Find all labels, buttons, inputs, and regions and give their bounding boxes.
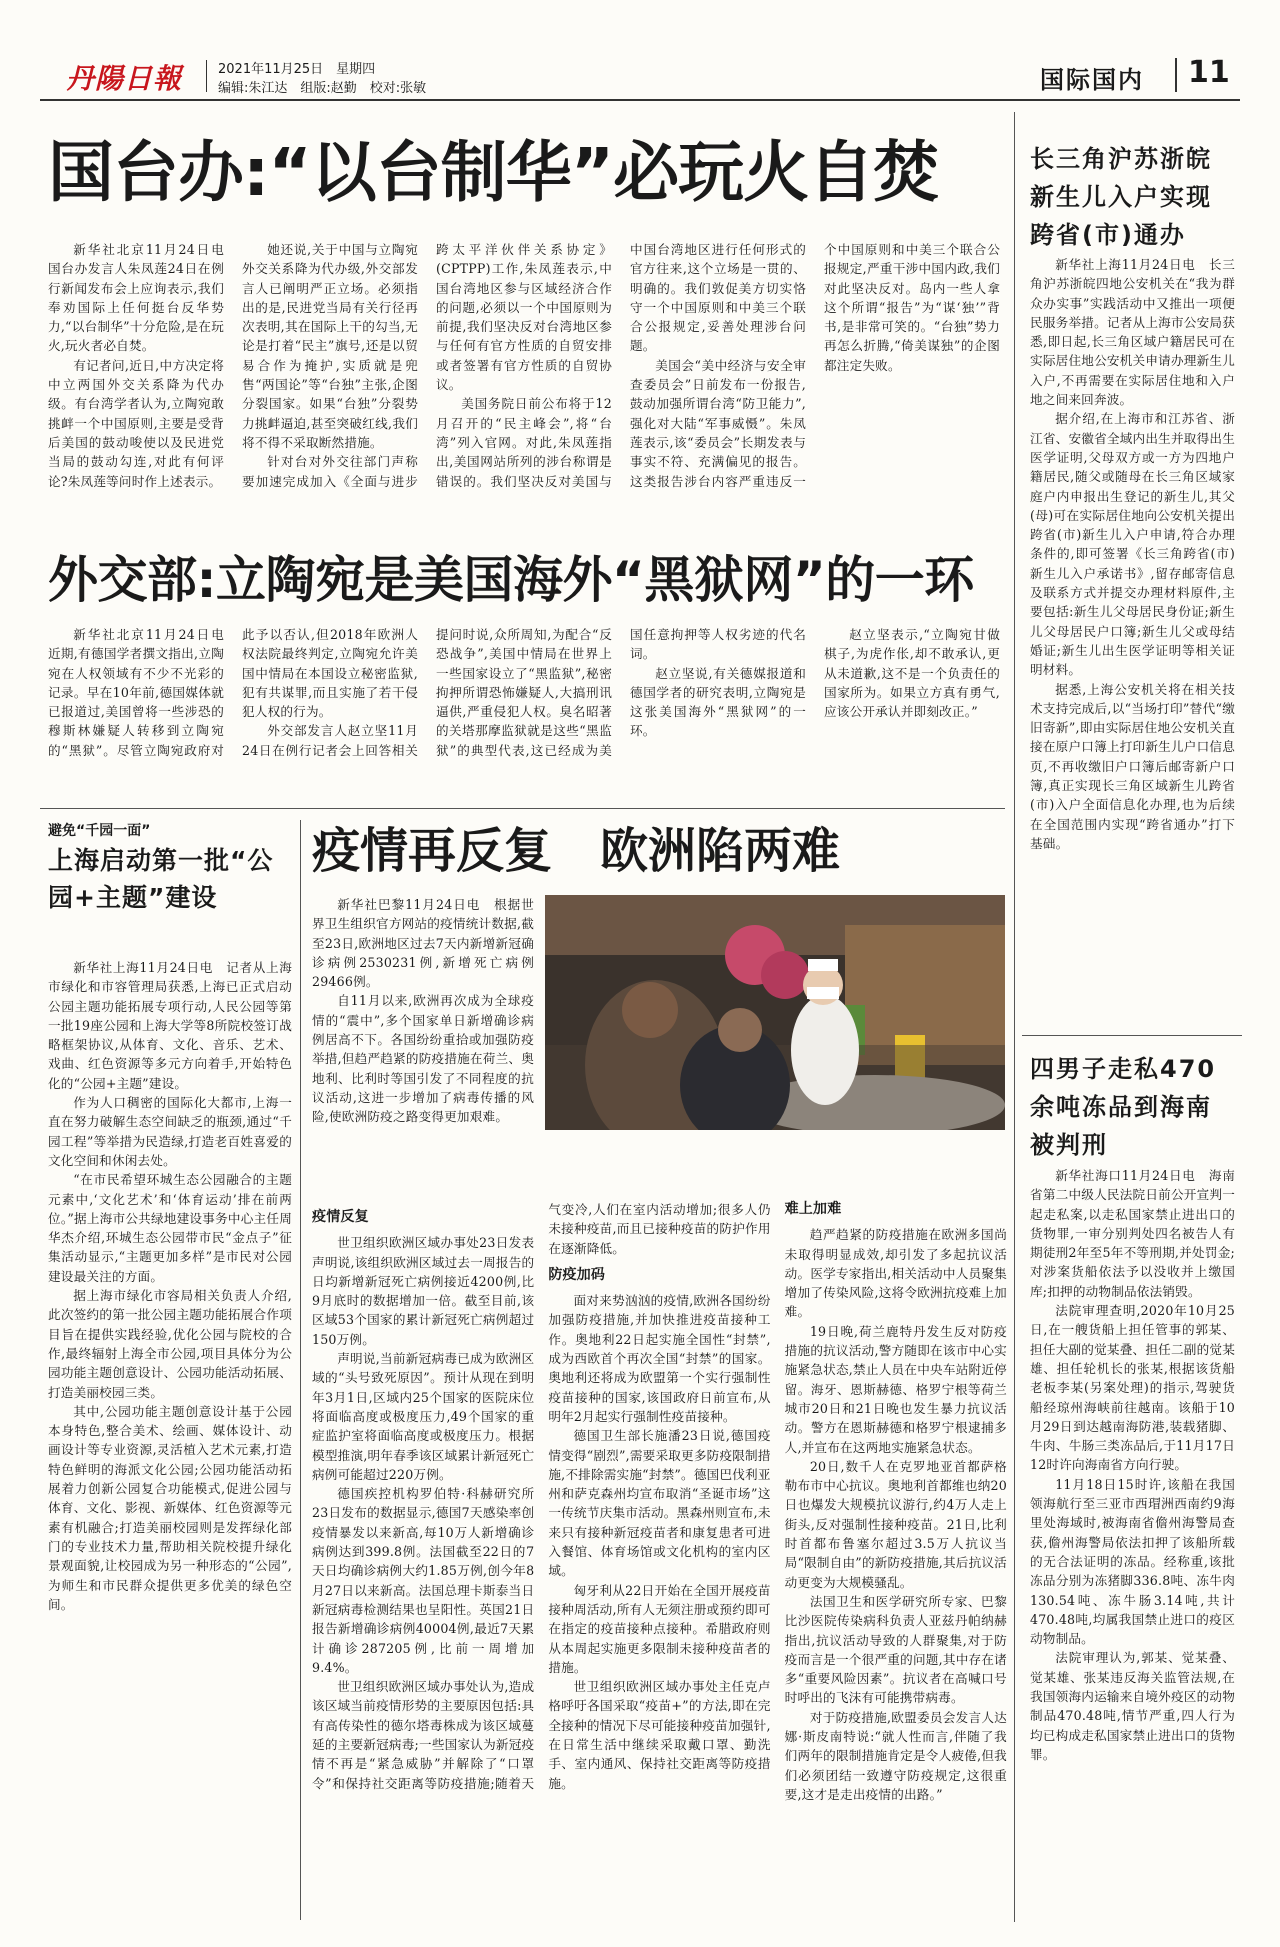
article4-para: 其中,公园功能主题创意设计基于公园本身特色,整合美术、绘画、媒体设计、动画设计等专业资源,灵活植入艺术元素,打造特色鲜明的海派文化公园;公园功能活动拓展着力创新公园复合功能模式,促进公园与体育、文化、影视、新媒体、红色资源等元素有机融合;打造美丽校园则是发挥绿化部门的专业技术力量,帮助相关院校提升绿化景观面貌,让校园成为另一种形态的“公园”,为师生和市民群众提供更多优美的绿色空间。 bbox=[48, 1403, 292, 1612]
article5-para: 声明说,当前新冠病毒已成为欧洲区域的“头号致死原因”。预计从现在到明年3月1日,区域内25个国家的医院床位将面临高度或极度压力,49个国家的重症监护室将面临高度或极度压力。根据模型推演,明年春季该区域累计新冠死亡病例可能超过220万例。 bbox=[312, 1351, 535, 1482]
article5-subheading: 防疫加码 bbox=[548, 1266, 606, 1283]
article5-photo bbox=[545, 895, 1005, 1130]
article5-subheading: 难上加难 bbox=[784, 1201, 842, 1217]
article5-para: 世卫组织欧洲区域办事处23日发表声明说,该组织欧洲区域过去一周报告的日均新增新冠死亡病例接近4200例,比9月底时的数据增加一倍。截至目前,该区域53个国家的累计新冠死亡病例超过150万例。 bbox=[312, 1235, 535, 1347]
article5-para: 自11月以来,欧洲再次成为全球疫情的“震中”,多个国家单日新增确诊病例居高不下。各国纷纷重拾或加强防疫举措,但趋严趋紧的防疫措施在荷兰、奥地利、比利时等国引发了不同程度的抗议活动,这进一步增加了病毒传播的风险,使欧洲防疫之路变得更加艰难。 bbox=[312, 993, 534, 1125]
article3-para: 据介绍,在上海市和江苏省、浙江省、安徽省全域内出生并取得出生医学证明,父母双方或一方为四地户籍居民,随父或随母在长三角区域家庭户内申报出生登记的新生儿,其父(母)可在实际居住地向公安机关提出跨省(市)新生儿入户申请,符合办理条件的,即可签署《长三角跨省(市)新生儿入户承诺书》,留存邮寄信息及联系方式并提交办理材料原件,主要包括:新生儿父母居民身份证;新生儿父母居民户口簿;新生儿父或母结婚证;新生儿出生医学证明等相关证明材料。 bbox=[1030, 411, 1235, 678]
article6-para: 法院审理认为,郭某、觉某叠、觉某雄、张某违反海关监管法规,在我国领海内运输来自境外疫区的动物制品470.48吨,情节严重,四人行为均已构成走私国家禁止进出口的货物罪。 bbox=[1030, 1650, 1235, 1762]
article4-para: 据上海市绿化市容局相关负责人介绍,此次签约的第一批公园主题功能拓展合作项目旨在提供实践经验,优化公园与院校的合作,最终辐射上海全市公园,项目具体分为公园功能主题创意设计、公园功能活动拓展、打造美丽校园三类。 bbox=[48, 1288, 292, 1400]
section-name: 国际国内 bbox=[1040, 65, 1144, 94]
article5-title: 疫情再反复 欧洲陷两难 bbox=[312, 823, 841, 879]
article5-para: 法国卫生和医学研究所专家、巴黎比沙医院传染病科负责人亚兹丹帕纳赫指出,抗议活动导致的人群聚集,对于防疫而言是一个很严重的问题,其中存在诸多“重要风险因素”。抗议者在高喊口号时呼出的飞沫有可能携带病毒。 bbox=[784, 1593, 1007, 1706]
article5-body bbox=[312, 1200, 1007, 1920]
article4-para: “在市民希望环城生态公园融合的主题元素中,‘文化艺术’和‘体育运动’排在前两位。”据上海市公共绿地建设事务中心主任周华杰介绍,环城生态公园带市民“金点子”征集活动显示,“主题更加多样”是市民对公园建设最关注的方面。 bbox=[48, 1172, 292, 1284]
article3-para: 新华社上海11月24日电 长三角沪苏浙皖四地公安机关在“我为群众办实事”实践活动中又推出一项便民服务举措。记者从上海市公安局获悉,即日起,长三角区域户籍居民可在实际居住地公安机关申请办理新生儿入户,不再需要在实际居住地和入户地之间来回奔波。 bbox=[1030, 257, 1235, 408]
article4-para: 作为人口稠密的国际化大都市,上海一直在努力破解生态空间缺乏的瓶颈,通过“千园工程”等举措为民造绿,打造老百姓喜爱的文化空间和休闲去处。 bbox=[48, 1095, 292, 1168]
article6-title: 四男子走私470余吨冻品到海南被判刑 bbox=[1030, 1055, 1217, 1159]
column-rule-right bbox=[1014, 112, 1015, 1922]
rule-under-article2 bbox=[40, 808, 1005, 809]
article6-body bbox=[1030, 1166, 1235, 1916]
rule-right-1 bbox=[1022, 1035, 1242, 1036]
masthead bbox=[0, 0, 1280, 100]
article2-para: 赵立坚说,有关德媒报道和德国学者的研究表明,立陶宛是这张美国海外“黑狱网”的一环。 bbox=[630, 665, 806, 739]
article4-para: 新华社上海11月24日电 记者从上海市绿化和市容管理局获悉,上海已正式启动公园主题功能拓展专项行动,人民公园等第一批19座公园和上海大学等8所院校签订战略框架协议,从体育、文化、音乐、艺术、戏曲、红色资源等多元方向着手,开始特色化的“公园+主题”建设。 bbox=[48, 960, 292, 1091]
article4-kicker: 避免“千园一面” bbox=[48, 823, 151, 839]
article5-para: 世卫组织欧洲区域办事处主任克卢格呼吁各国采取“疫苗+”的方法,即在完全接种的情况下尽可能接种疫苗加强针,在日常生活中继续采取戴口罩、勤洗手、室内通风、保持社交距离等防疫措施。 bbox=[548, 1679, 771, 1791]
article5-para: 世卫组织欧洲区域办事处认为,造成该区域当前疫情形势的主要原因包括:具有高传染性的德尔塔毒株成为该区域蔓延的主要新冠病毒;一些国家认为新冠疫情不再是“紧急威胁”并解除了“口罩令”和保持社交距离等防疫措施;随着天气变冷,人们在室内活动增加;很多人仍未接种疫苗,而且已接种疫苗的防护作用在逐渐降低。 bbox=[312, 1202, 771, 1791]
article2-para: 赵立坚表示,“立陶宛甘做棋子,为虎作伥,却不敢承认,更从未道歉,这不是一个负责任的国家所为。如果立方真有勇气,应该公开承认并即刻改正。” bbox=[824, 627, 1000, 720]
article3-body bbox=[1030, 255, 1235, 1025]
article1-para: 美国会“美中经济与安全审查委员会”日前发布一份报告,鼓动加强所谓台湾“防卫能力”,强化对大陆“军事威慑”。朱凤莲表示,该“委员会”长期发表与事实不符、充满偏见的报告。这类报告涉台内容严重违反一个中国原则和中美三个联合公报规定,严重干涉中国内政,我们对此坚决反对。岛内一些人拿这个所谓“报告”为“谋‘独’”背书,是非常可笑的。“台独”势力再怎么折腾,“倚美谋独”的企图都注定失败。 bbox=[630, 242, 1000, 489]
article5-para: 面对来势汹汹的疫情,欧洲各国纷纷加强防疫措施,并加快推进疫苗接种工作。奥地利22日起实施全国性“封禁”,成为西欧首个再次全国“封禁”的国家。奥地利还将成为欧盟第一个实行强制性疫苗接种的国家,该国政府日前宣布,从明年2月起实行强制性疫苗接种。 bbox=[548, 1293, 771, 1424]
article3-para: 据悉,上海公安机关将在相关技术支持完成后,以“当场打印”替代“缴旧寄新”,即由实际居住地公安机关直接在原户口簿上打印新生儿户口信息页,不再收缴旧户口簿后邮寄新户口簿,真正实现长三角区域新生儿跨省(市)入户全面信息化办理,也为后续在全国范围内实现“跨省通办”打下基础。 bbox=[1030, 681, 1235, 851]
article5-para: 德国卫生部长施潘23日说,德国疫情变得“剧烈”,需要采取更多防疫限制措施,不排除需实施“封禁”。德国巴伐利亚州和萨克森州均宣布取消“圣诞市场”这一传统节庆集市活动。黑森州则宣布,未来只有接种新冠疫苗者和康复患者可进入餐馆、体育场馆或文化机构的室内区域。 bbox=[548, 1428, 771, 1579]
paper-logo: 丹陽日報 bbox=[66, 62, 183, 95]
article4-body bbox=[48, 958, 292, 1918]
article5-para: 德国疾控机构罗伯特·科赫研究所23日发布的数据显示,德国7天感染率创疫情暴发以来新高,每10万人新增确诊病例达到399.8例。法国截至22日的7天日均确诊病例大约1.85万例,创今年8月27日以来新高。法国总理卡斯泰当日新冠病毒检测结果也呈阳性。英国21日报告新增确诊病例40004例,最近7天累计确诊287205例,比前一周增加9.4%。 bbox=[312, 1486, 535, 1675]
editors-line: 编辑:朱江达 组版:赵勤 校对:张敏 bbox=[218, 81, 427, 96]
article1-para: 新华社北京11月24日电 国台办发言人朱凤莲24日在例行新闻发布会上应询表示,我们奉劝国际上任何挺台反华势力,“以台制华”十分危险,是在玩火,玩火者必自焚。 bbox=[48, 242, 237, 354]
article5-para: 新华社巴黎11月24日电 根据世界卫生组织官方网站的疫情统计数据,截至23日,欧洲地区过去7天内新增新冠确诊病例2530231例,新增死亡病例29466例。 bbox=[312, 897, 534, 990]
article2-para: 新华社北京11月24日电 近期,有德国学者撰文指出,立陶宛在人权领域有不少不光彩的记录。早在10年前,德国媒体就已报道过,美国曾将一些涉恐的穆斯林嫌疑人转移到立陶宛的“黑狱”。尽管立陶宛政府对此予以否认,但2018年欧洲人权法院最终判定,立陶宛允许美国中情局在本国设立秘密监狱,犯有共谋罪,而且实施了若干侵犯人权的行为。 bbox=[48, 627, 418, 758]
market-scene-illustration bbox=[545, 895, 1005, 1130]
issue-date: 2021年11月25日 星期四 bbox=[218, 62, 376, 77]
page-number: 11 bbox=[1188, 55, 1230, 90]
masthead-rule bbox=[40, 99, 1240, 101]
article2-title: 外交部:立陶宛是美国海外“黑狱网”的一环 bbox=[48, 551, 974, 609]
article2-para: 外交部发言人赵立坚11月24日在例行记者会上回答相关提问时说,众所周知,为配合“反恐战争”,美国中情局在世界上一些国家设立了“黑监狱”,秘密拘押所谓恐怖嫌疑人,大搞刑讯逼供,严重侵犯人权。臭名昭著的关塔那摩监狱就是这些“黑监狱”的典型代表,这已经成为美国任意拘押等人权劣迹的代名词。 bbox=[242, 627, 806, 758]
article1-title: 国台办:“以台制华”必玩火自焚 bbox=[48, 134, 939, 211]
article1-para: 针对台对外交往部门声称要加速完成加入《全面与进步跨太平洋伙伴关系协定》(CPTPP)工作,朱凤莲表示,中国台湾地区参与区域经济合作的问题,必须以一个中国原则为前提,我们坚决反对台湾地区参与任何有官方性质的自贸安排或者签署有官方性质的自贸协议。 bbox=[242, 242, 612, 489]
article5-para: 匈牙利从22日开始在全国开展疫苗接种周活动,所有人无须注册或预约即可在指定的疫苗接种点接种。希腊政府则从本周起实施更多限制未接种疫苗者的措施。 bbox=[548, 1582, 771, 1675]
masthead-divider bbox=[206, 60, 207, 92]
article5-para: 20日,数千人在克罗地亚首都萨格勒布市中心抗议。奥地利首都维也纳20日也爆发大规模抗议游行,约4万人走上街头,反对强制性接种疫苗。21日,比利时首都布鲁塞尔超过3.5万人抗议当局“限制自由”的新防疫措施,其后抗议活动更变为大规模骚乱。 bbox=[784, 1458, 1007, 1590]
article1-para: 美国务院日前公布将于12月召开的“民主峰会”,将“台湾”列入官网。对此,朱凤莲指出,美国网站所列的涉台称谓是错误的。我们坚决反对美国与中国台湾地区进行任何形式的官方往来,这个立场是一贯的、明确的。我们敦促美方切实恪守一个中国原则和中美三个联合公报规定,妥善处理涉台问题。 bbox=[436, 242, 806, 489]
article6-para: 法院审理查明,2020年10月25日,在一艘货船上担任管事的郭某、担任大副的觉某叠、担任二副的觉某雄、担任轮机长的张某,根据该货船老板李某(另案处理)的指示,驾驶货船经琼州海峡前往越南。该船于10月29日到达越南海防港,装载猪脚、牛肉、牛肠三类冻品后,于11月17日12时许向海南省方向行驶。 bbox=[1030, 1303, 1235, 1473]
section-divider bbox=[1175, 58, 1177, 92]
article5-para: 对于防疫措施,欧盟委员会发言人达娜·斯皮南特说:“就人性而言,伴随了我们两年的限制措施肯定是令人疲倦,但我们必须团结一致遵守防疫规定,这很重要,这才是走出疫情的出路。” bbox=[784, 1709, 1007, 1802]
article1-para: 她还说,关于中国与立陶宛外交关系降为代办级,外交部发言人已阐明严正立场。必须指出的是,民进党当局有关行径再次表明,其在国际上干的勾当,无论是打着“民主”旗号,还是以贸易合作为掩护,实质就是兜售“两国论”等“台独”主张,企图分裂国家。如果“台独”分裂势力挑衅逼迫,甚至突破红线,我们将不得不采取断然措施。 bbox=[242, 242, 418, 450]
article5-para: 19日晚,荷兰鹿特丹发生反对防疫措施的抗议活动,警方随即在该市中心实施紧急状态,禁止人员在中央车站附近停留。海牙、恩斯赫德、格罗宁根等荷兰城市20日和21日晚也发生暴力抗议活动。警方在恩斯赫德和格罗宁根逮捕多人,并宣布在这两地实施紧急状态。 bbox=[784, 1323, 1007, 1455]
article6-para: 11月18日15时许,该船在我国领海航行至三亚市西瑁洲西南约9海里处海域时,被海南省儋州海警局查获,儋州海警局依法扣押了该船所载的无合法证明的冻品。经称重,该批冻品分别为冻猪脚336.8吨、冻牛肉130.54吨、冻牛肠3.14吨,共计470.48吨,均属我国禁止进口的疫区动物制品。 bbox=[1030, 1476, 1235, 1647]
article3-title: 长三角沪苏浙皖新生儿入户实现跨省(市)通办 bbox=[1030, 145, 1212, 249]
column-rule-left bbox=[300, 820, 301, 1920]
article2-body bbox=[48, 625, 1000, 800]
article6-para: 新华社海口11月24日电 海南省第二中级人民法院日前公开宣判一起走私案,以走私国家禁止进出口的货物罪,一审分别判处四名被告人有期徒刑2年至5年不等刑期,并处罚金;对涉案货船依法予以没收并上缴国库;扣押的动物制品依法销毁。 bbox=[1030, 1168, 1235, 1299]
article5-subheading: 疫情反复 bbox=[312, 1209, 369, 1225]
article5-para: 趋严趋紧的防疫措施在欧洲多国尚未取得明显成效,却引发了多起抗议活动。医学专家指出,相关活动中人员聚集增加了传染风险,这将令欧洲抗疫难上加难。 bbox=[784, 1227, 1007, 1320]
article1-para: 有记者问,近日,中方决定将中立两国外交关系降为代办级。有台湾学者认为,立陶宛敢挑衅一个中国原则,主要是受背后美国的鼓动唆使以及民进党当局的鼓动勾连,对此有何评论?朱凤莲等问时作上述表示。 bbox=[48, 357, 224, 489]
article1-body bbox=[48, 240, 1000, 512]
article4-title: 上海启动第一批“公园+主题”建设 bbox=[48, 846, 274, 912]
